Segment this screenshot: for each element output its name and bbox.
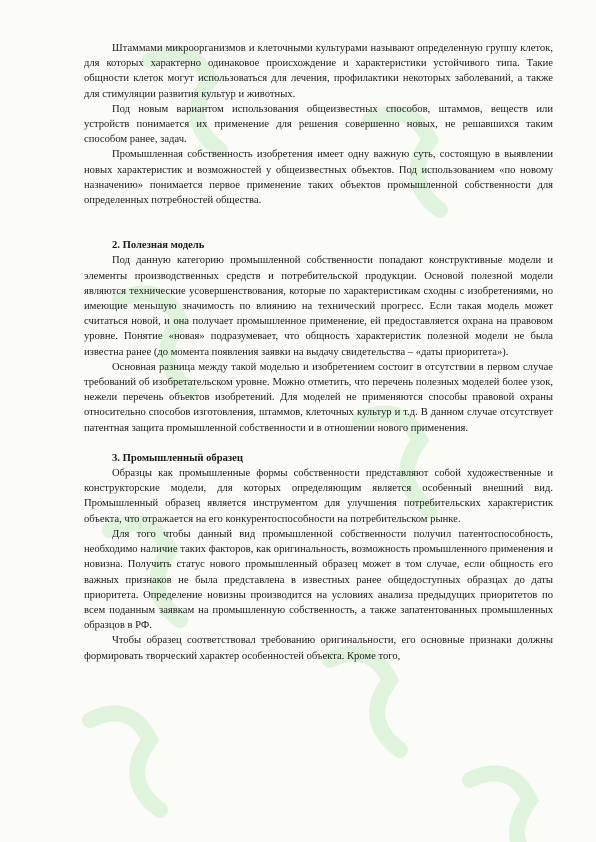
section-3-heading: 3. Промышленный образец — [112, 452, 243, 464]
document-body — [84, 41, 553, 664]
intro-paragraph-2: Под новым вариантом использования общеизвестных способов, штаммов, веществ или устройств понимается их применение для решения совершенно новых, не решавшихся таким способом ранее, задач. — [84, 103, 553, 146]
intro-paragraph-3: Промышленная собственность изобретения имеет одну важную суть, состоящую в выявлении новых характеристик и возможностей у общеизвестных объектов. Под использованием «по новому назначению» понимается первое применение таких объектов промышленной собственности для определенных потребностей общества. — [84, 149, 553, 207]
section-2-heading: 2. Полезная модель — [112, 240, 205, 252]
section-spacer — [84, 208, 553, 238]
section-2-paragraph-2: Основная разница между такой моделью и изобретением состоит в отсутствии в первом случае требований об изобретательском уровне. Можно отметить, что перечень полезных моделей более узок, нежели перечень объектов изобретений. Для моделей не применяются способы правовой охраны относительно способов изготовления, штаммов, клеточных культур и т.д. В данном случае отсутствует патентная защита промышленной собственности и в отношении нового применения. — [84, 361, 553, 434]
section-3-paragraph-2: Для того чтобы данный вид промышленной собственности получил патентоспособность, необходимо наличие таких факторов, как оригинальность, возможность промышленного применения и новизна. Получить статус нового промышленный образец может в том случае, если общность его важных признаков не была представлена в известных ранее общедоступных образцах до даты приоритета. Определение новизны производится на условиях анализа предыдущих приоритетов по всем поданным заявкам на промышленную собственность, а также запатентованных промышленных образцов в РФ. — [84, 528, 553, 632]
section-3-paragraph-1: Образцы как промышленные формы собственности представляют собой художественные и конструкторские модели, для которых определяющим является особенный внешний вид. Промышленный образец является инструментом для улучшения потребительских характеристик объекта, что отражается на его конкурентоспособности на потребительском рынке. — [84, 468, 553, 525]
section-2-paragraph-1: Под данную категорию промышленной собственности попадают конструктивные модели и элементы производственных средств и потребительской продукции. Основой полезной модели являются технические усовершенствования, которые по характеристикам сходны с изобретениями, но имеющие меньшую значимость по влиянию на технический прогресс. Если такая модель может считаться новой, и она получает промышленное применение, ей предоставляется охрана на правовом уровне. Понятие «новая» подразумевает, что общность характеристик полезной модели не была известна ранее (до момента появления заявки на выдачу свидетельства – «даты приоритета»). — [84, 255, 553, 358]
section-3-paragraph-3: Чтобы образец соответствовал требованию оригинальности, его основные признаки должны формировать творческий характер особенностей объекта. Кроме того, — [84, 635, 553, 662]
intro-paragraph-1: Штаммами микроорганизмов и клеточными культурами называют определенную группу клеток, для которых характерно одинаковое происхождение и характеристики устойчивого типа. Такие общности клеток могут использоваться для лечения, профилактики некоторых заболеваний, а также для стимуляции развития культур и животных. — [84, 43, 553, 100]
section-spacer — [84, 436, 553, 451]
